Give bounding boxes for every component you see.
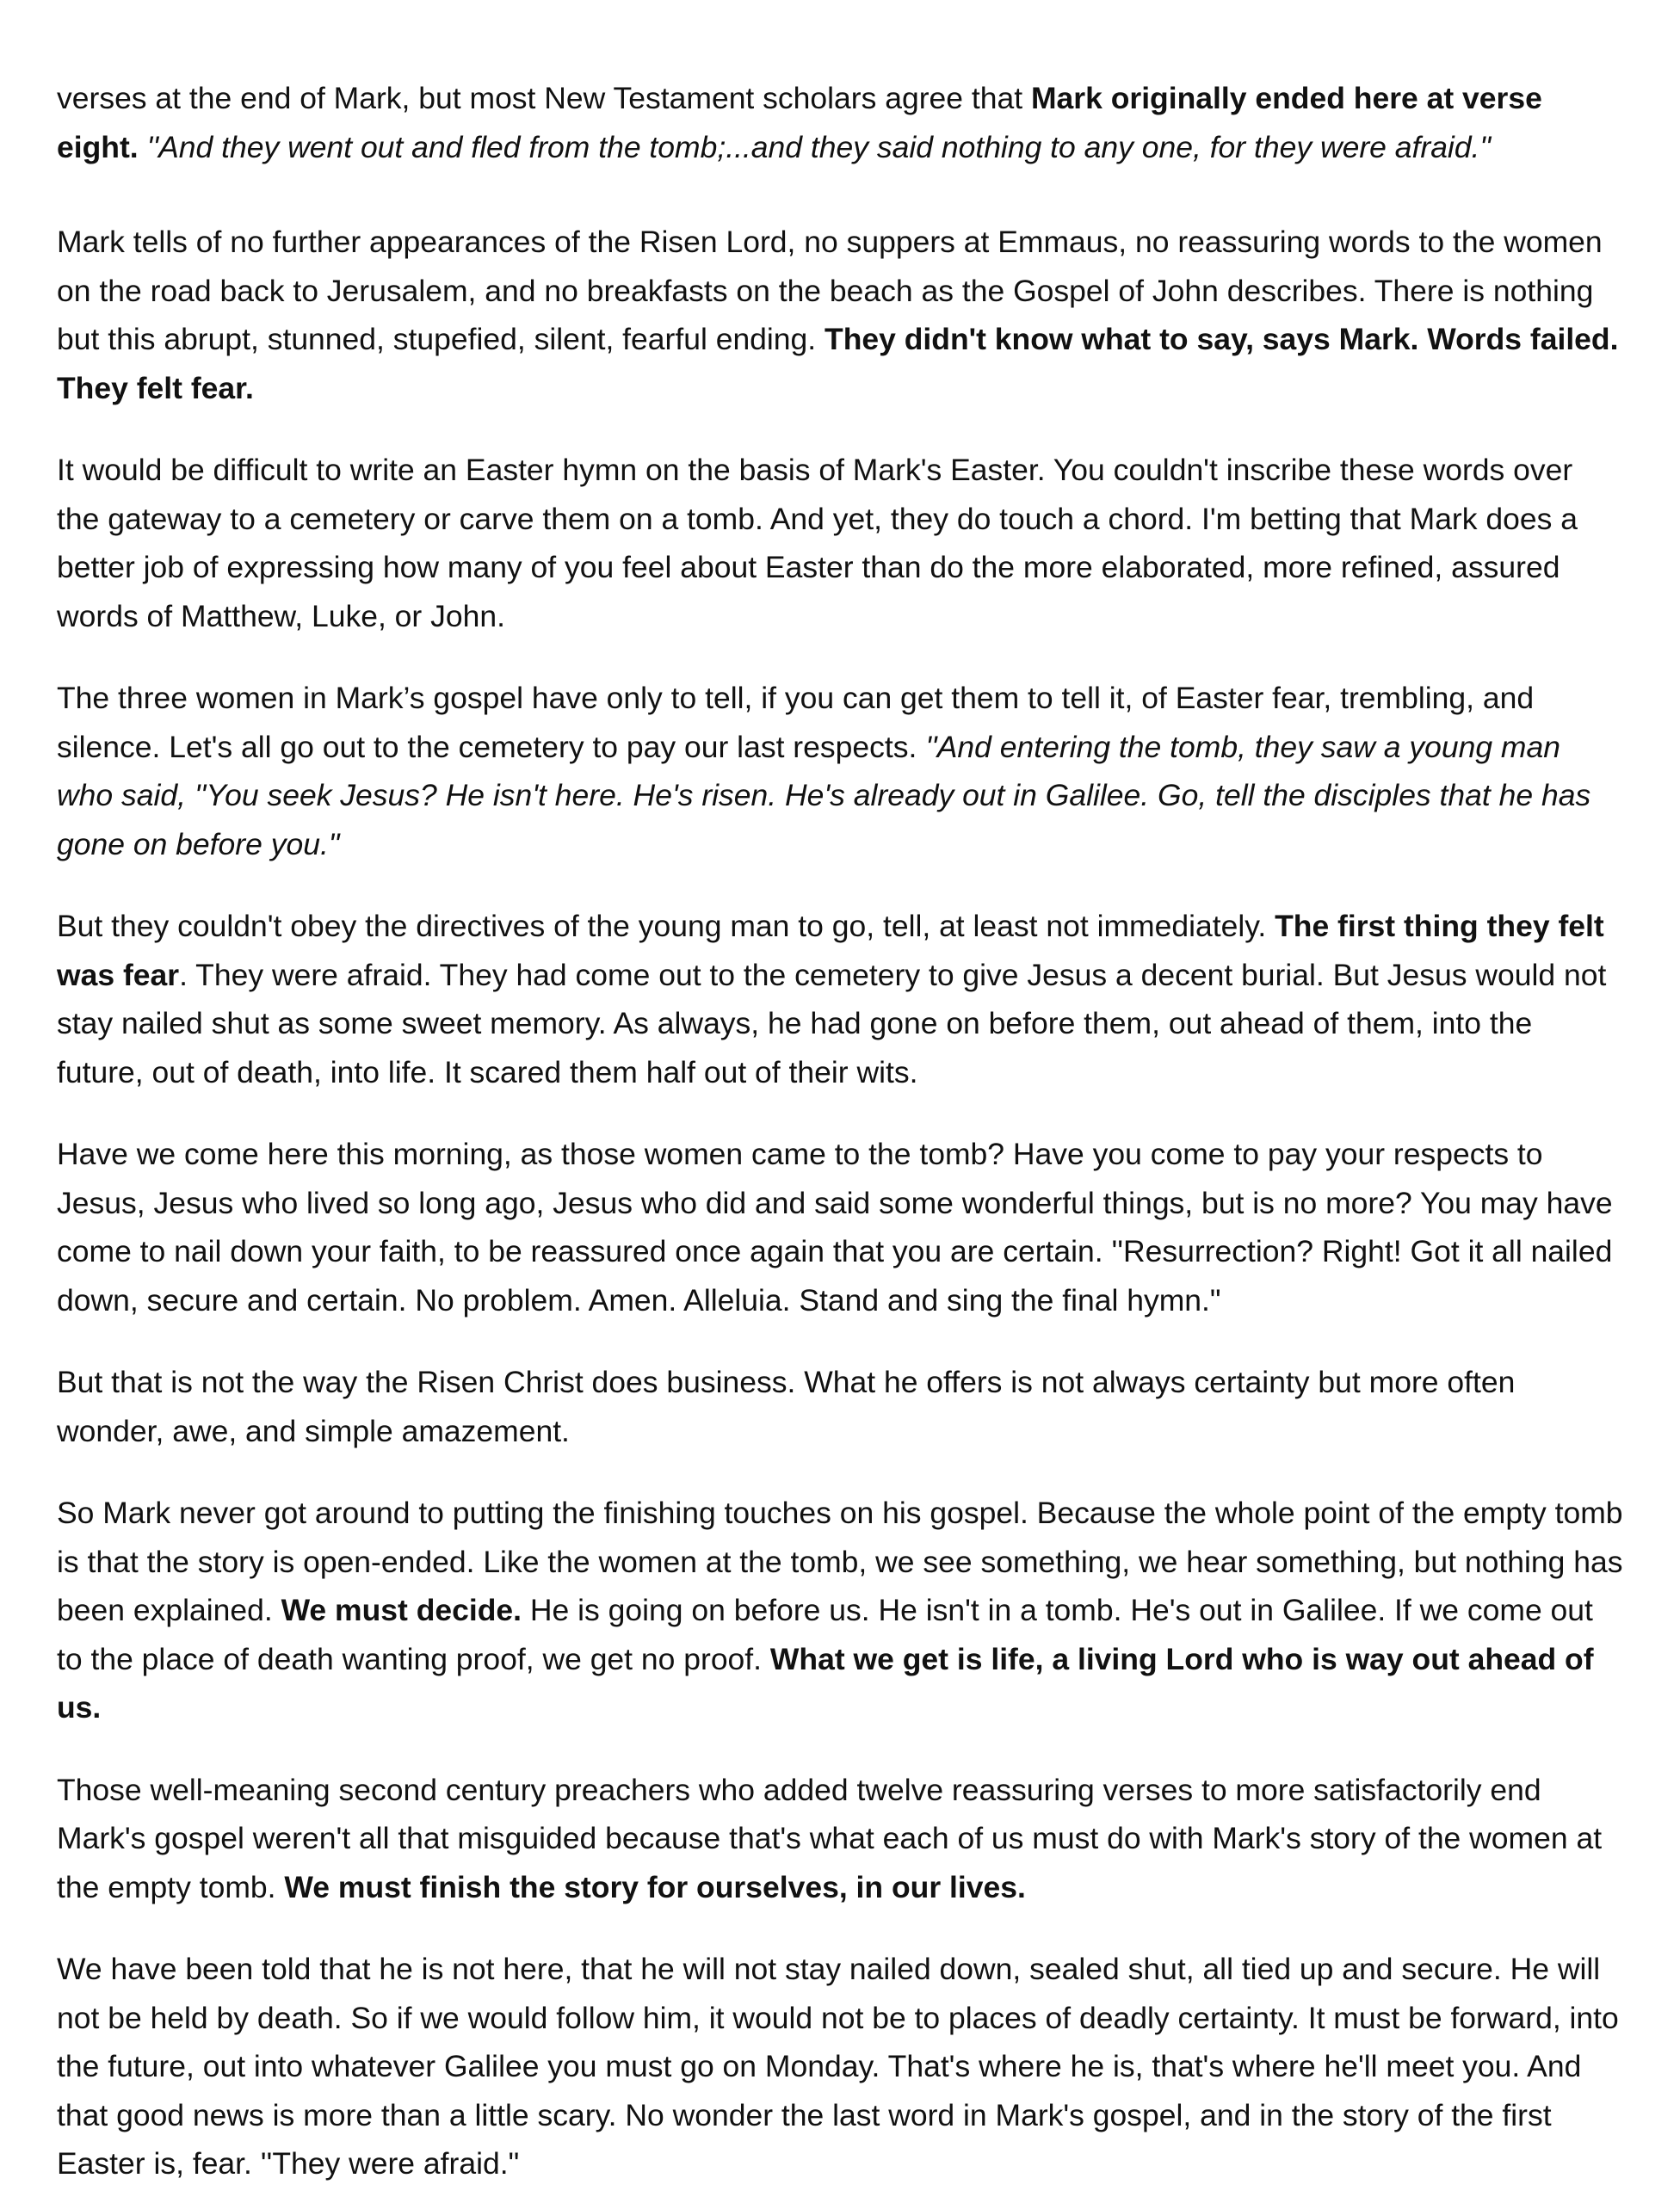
- italic-quote-run: ''And they went out and fled from the tomb;...and they said nothing to any one, for they were afraid.": [146, 129, 1492, 164]
- text-run: Mark tells of no further appearances of the Risen Lord, no suppers at Emmaus, no reassuring words to the women on the road back to Jerusalem, and no breakfasts on the beach as the Gospel of John describes. There is nothing but this abrupt, stunned, stupefied, silent, fearful ending.: [57, 225, 1603, 356]
- text-run: The three women in Mark’s gospel have only to tell, if you can get them to tell it, of Easter fear, trembling, and silence. Let's all go out to the cemetery to pay our last respects.: [57, 681, 1535, 764]
- bold-text-run: What we get is life, a living Lord who is way out ahead of us.: [57, 1641, 1594, 1725]
- paragraph-8: [57, 1489, 1623, 1732]
- paragraph-1: [57, 74, 1623, 171]
- bold-text-run: We must decide.: [281, 1593, 522, 1627]
- paragraph-5: [57, 902, 1623, 1096]
- bold-text-run: The first thing they felt was fear: [57, 909, 1604, 992]
- paragraph-2: [57, 218, 1623, 412]
- text-run: verses at the end of Mark, but most New Testament scholars agree that: [57, 81, 1031, 115]
- text-run: Those well-meaning second century preachers who added twelve reassuring verses to more satisfactorily end Mark's gospel weren't all that misguided because that's what each of us must do with Mark's story of the women at the empty tomb.: [57, 1772, 1603, 1904]
- text-run: So Mark never got around to putting the finishing touches on his gospel. Because the whole point of the empty tomb is that the story is open-ended. Like the women at the tomb, we see something, we hear something, but nothing has been explained.: [57, 1496, 1623, 1627]
- text-run: He is going on before us. He isn't in a tomb. He's out in Galilee. If we come out to the place of death wanting proof, we get no proof.: [57, 1593, 1593, 1676]
- text-run: But that is not the way the Risen Christ does business. What he offers is not always certainty but more often wonder, awe, and simple amazement.: [57, 1365, 1516, 1448]
- paragraph-3: [57, 446, 1623, 640]
- bold-text-run: They didn't know what to say, says Mark. Words failed. They felt fear.: [57, 322, 1619, 405]
- paragraph-9: [57, 1766, 1623, 1912]
- italic-quote-run: ''And entering the tomb, they saw a young man who said, ''You seek Jesus? He isn't here. He's risen. He's already out in Galilee. Go, tell the disciples that he has gone on before you.": [57, 729, 1591, 861]
- text-run: But they couldn't obey the directives of the young man to go, tell, at least not immediately.: [57, 909, 1275, 943]
- text-run: Have we come here this morning, as those women came to the tomb? Have you come to pay your respects to Jesus, Jesus who lived so long ago, Jesus who did and said some wonderful things, but is no more? You may have come to nail down your faith, to be reassured once again that you are certain. ''Resurrection? Right! Got it all nailed down, secure and certain. No problem. Amen. Alleluia. Stand and sing the final hymn.": [57, 1137, 1613, 1317]
- text-run: . They were afraid. They had come out to the cemetery to give Jesus a decent burial. But Jesus would not stay nailed shut as some sweet memory. As always, he had gone on before them, out ahead of them, into the future, out of death, into life. It scared them half out of their wits.: [57, 957, 1607, 1089]
- bold-text-run: We must finish the story for ourselves, in our lives.: [284, 1869, 1026, 1904]
- paragraph-6: [57, 1130, 1623, 1324]
- bold-text-run: Mark originally ended here at verse eight.: [57, 81, 1542, 164]
- paragraph-4: [57, 674, 1623, 868]
- paragraph-10: [57, 1945, 1623, 2188]
- text-run: We have been told that he is not here, that he will not stay nailed down, sealed shut, all tied up and secure. He will not be held by death. So if we would follow him, it would not be to places of deadly certainty. It must be forward, into the future, out into whatever Galilee you must go on Monday. That's where he is, that's where he'll meet you. And that good news is more than a little scary. No wonder the last word in Mark's gospel, and in the story of the first Easter is, fear. ''They were afraid.": [57, 1952, 1619, 2181]
- text-run: It would be difficult to write an Easter hymn on the basis of Mark's Easter. You couldn't inscribe these words over the gateway to a cemetery or carve them on a tomb. And yet, they do touch a chord. I'm betting that Mark does a better job of expressing how many of you feel about Easter than do the more elaborated, more refined, assured words of Matthew, Luke, or John.: [57, 453, 1578, 633]
- paragraph-7: [57, 1358, 1623, 1455]
- text-run: [139, 130, 147, 164]
